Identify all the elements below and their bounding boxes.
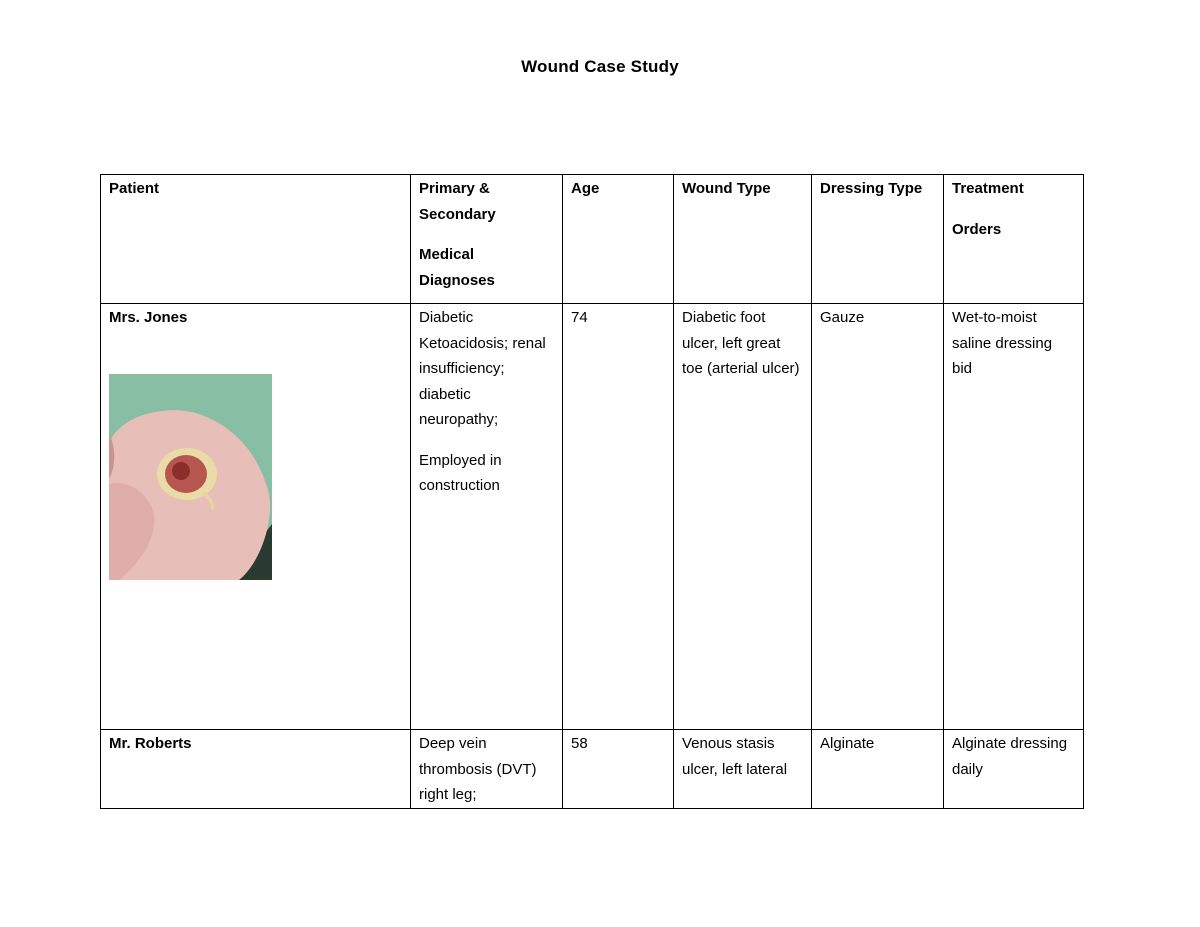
occupation-text: Employed in construction [419, 451, 502, 494]
table-row [101, 730, 1084, 809]
header-dressing-type-label: Dressing Type [820, 180, 923, 197]
header-patient [101, 175, 411, 304]
table-row [101, 304, 1084, 730]
cell-age: 58 [563, 730, 674, 809]
header-treatment-line1: Treatment [952, 180, 1024, 197]
header-wound-type-label: Wound Type [682, 180, 771, 197]
header-patient-label: Patient [109, 180, 160, 197]
diagnoses-text: Diabetic Ketoacidosis; renal insufficiency; diabetic neuropathy; [419, 309, 546, 428]
cell-dressing-type: Gauze [812, 304, 944, 730]
header-age [563, 175, 674, 304]
cell-patient [101, 730, 411, 809]
cell-treatment: Wet-to-moist saline dressing bid [944, 304, 1084, 730]
diagnoses-text: Deep vein thrombosis (DVT) right leg; [419, 735, 537, 803]
header-wound-type [674, 175, 812, 304]
cell-patient [101, 304, 411, 730]
table-header-row [101, 175, 1084, 304]
cell-wound-type: Diabetic foot ulcer, left great toe (arterial ulcer) [674, 304, 812, 730]
header-dressing-type [812, 175, 944, 304]
wound-case-table [100, 174, 1084, 809]
cell-diagnoses [411, 304, 563, 730]
cell-wound-type: Venous stasis ulcer, left lateral [674, 730, 812, 809]
patient-name: Mrs. Jones [109, 309, 188, 326]
cell-diagnoses [411, 730, 563, 809]
header-diagnoses-line2: Medical Diagnoses [419, 246, 495, 289]
cell-age: 74 [563, 304, 674, 730]
cell-treatment: Alginate dressing daily [944, 730, 1084, 809]
wound-photo-icon [109, 374, 272, 580]
header-diagnoses-line1: Primary & Secondary [419, 180, 496, 223]
header-treatment [944, 175, 1084, 304]
header-age-label: Age [571, 180, 600, 197]
cell-dressing-type: Alginate [812, 730, 944, 809]
header-diagnoses [411, 175, 563, 304]
document-title: Wound Case Study [521, 57, 679, 76]
patient-name: Mr. Roberts [109, 735, 192, 752]
header-treatment-line2: Orders [952, 220, 1002, 238]
